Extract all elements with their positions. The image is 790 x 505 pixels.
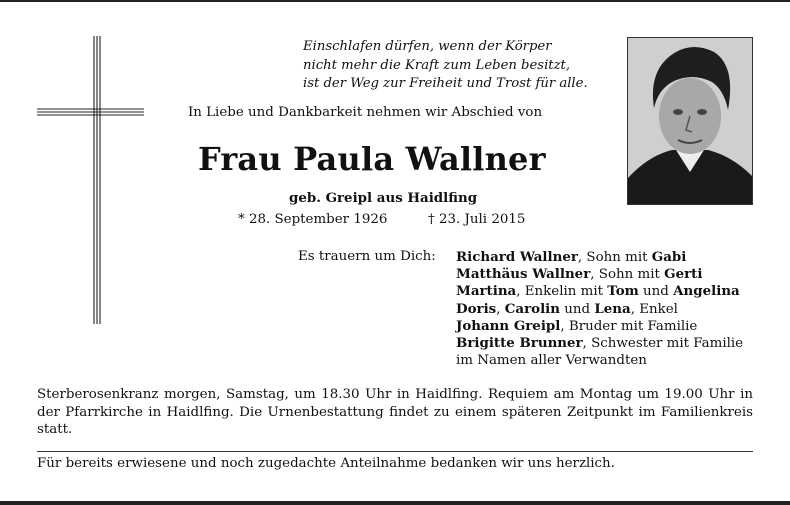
- service-details: Sterberosenkranz morgen, Samstag, um 18.30 Uhr in Haidlfing. Requiem am Montag um 19.00 Uhr in der Pfarrkirche in Haidlfing. Die Urnenbestattung findet zu einem späteren Zeitpunkt im Familienkreis statt.: [37, 387, 753, 437]
- poem-line: nicht mehr die Kraft zum Leben besitzt,: [303, 57, 571, 73]
- top-border: [0, 0, 790, 2]
- list-item: Doris, Carolin und Lena, Enkel: [456, 300, 678, 317]
- bottom-border: [0, 501, 790, 505]
- list-item: Johann Greipl, Bruder mit Familie: [456, 317, 698, 334]
- mourners-label: Es trauern um Dich:: [298, 249, 436, 264]
- intro-text: In Liebe und Dankbarkeit nehmen wir Abschied von: [188, 105, 543, 120]
- birth-date: * 28. September 1926: [238, 212, 388, 227]
- death-date: † 23. Juli 2015: [428, 212, 526, 227]
- portrait-photo: [627, 37, 753, 205]
- poem: [303, 38, 588, 94]
- poem-line: ist der Weg zur Freiheit und Trost für alle.: [303, 76, 588, 92]
- list-item: Matthäus Wallner, Sohn mit Gerti: [456, 266, 703, 283]
- list-item: Martina, Enkelin mit Tom und Angelina: [456, 283, 740, 300]
- thanks-text: Für bereits erwiesene und noch zugedachte Anteilnahme bedanken wir uns herzlich.: [37, 456, 615, 471]
- mourners-list: [456, 249, 743, 369]
- list-item: Richard Wallner, Sohn mit Gabi: [456, 249, 687, 265]
- deceased-name: Frau Paula Wallner: [198, 140, 546, 178]
- poem-line: Einschlafen dürfen, wenn der Körper: [303, 39, 552, 54]
- maiden-name: geb. Greipl aus Haidlfing: [289, 190, 478, 206]
- list-item: Brigitte Brunner, Schwester mit Familie: [456, 335, 744, 352]
- list-item: im Namen aller Verwandten: [456, 353, 647, 369]
- cross-icon: [37, 36, 145, 326]
- divider: [37, 451, 753, 452]
- portrait-icon: [628, 38, 752, 204]
